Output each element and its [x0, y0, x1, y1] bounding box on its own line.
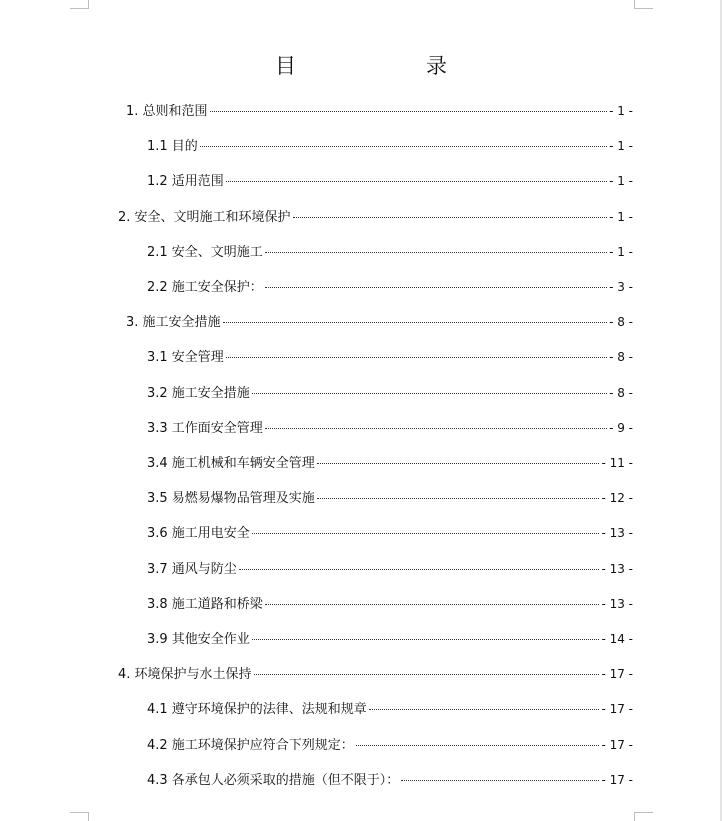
- toc-page-number: - 13 -: [601, 596, 633, 611]
- page-corner-mark: [634, 0, 653, 9]
- toc-entry-label: 4.2 施工环境保护应符合下列规定：: [147, 737, 354, 753]
- toc-page-number: - 17 -: [601, 667, 633, 682]
- toc-entry[interactable]: [147, 770, 633, 790]
- toc-dot-leader: [265, 252, 607, 253]
- toc-page-number: - 14 -: [601, 632, 633, 646]
- toc-entry-label: 3.6 施工用电安全: [147, 526, 250, 542]
- page-corner-mark: [70, 0, 89, 9]
- toc-title: [0, 50, 722, 80]
- toc-page-number: - 8 -: [609, 315, 633, 330]
- toc-entry[interactable]: [147, 136, 633, 156]
- toc-entry-label: 4.1 遵守环境保护的法律、法规和规章: [147, 702, 367, 718]
- toc-page-number: - 1 -: [609, 139, 633, 154]
- toc-dot-leader: [401, 780, 599, 781]
- toc-dot-leader: [254, 674, 600, 675]
- toc-entry-label: 4. 环境保护与水土保持: [118, 667, 252, 683]
- toc-entry[interactable]: [147, 699, 633, 719]
- toc-page-number: - 8 -: [609, 385, 633, 400]
- toc-entry-label: 3.5 易燃易爆物品管理及实施: [147, 491, 315, 507]
- toc-entry[interactable]: [147, 594, 633, 614]
- toc-title-char: 录: [426, 54, 447, 78]
- toc-dot-leader: [356, 745, 600, 746]
- toc-dot-leader: [317, 463, 600, 464]
- toc-dot-leader: [252, 533, 600, 534]
- toc-dot-leader: [239, 569, 600, 570]
- toc-entry-label: 3.3 工作面安全管理: [147, 420, 263, 436]
- toc-entry-label: 3. 施工安全措施: [126, 315, 221, 331]
- toc-entry-label: 3.2 施工安全措施: [147, 385, 250, 401]
- toc-page-number: - 1 -: [609, 174, 633, 189]
- toc-page-number: - 17 -: [601, 737, 633, 752]
- toc-entry-label: 4.3 各承包人必须采取的措施（但不限于）：: [147, 772, 400, 788]
- toc-entry-label: 3.8 施工道路和桥梁: [147, 596, 263, 612]
- toc-title-char: 目: [275, 54, 296, 78]
- toc-entry[interactable]: [147, 347, 633, 367]
- toc-dot-leader: [265, 428, 607, 429]
- toc-entry[interactable]: [126, 101, 633, 121]
- toc-entry[interactable]: [147, 735, 633, 755]
- toc-entry-label: 3.4 施工机械和车辆安全管理: [147, 456, 315, 471]
- toc-entry-label: 2. 安全、文明施工和环境保护: [118, 209, 291, 225]
- toc-entry-label: 2.1 安全、文明施工: [147, 244, 263, 260]
- toc-page-number: - 1 -: [609, 104, 633, 118]
- toc-dot-leader: [265, 287, 607, 288]
- toc-entry-label: 1. 总则和范围: [126, 104, 208, 119]
- toc-entry[interactable]: [147, 418, 633, 438]
- toc-entry[interactable]: [118, 664, 633, 684]
- toc-page-number: - 13 -: [601, 526, 633, 541]
- toc-dot-leader: [265, 604, 600, 605]
- toc-entry-label: 1.2 适用范围: [147, 174, 224, 190]
- toc-page-number: - 1 -: [609, 244, 633, 259]
- toc-entry-label: 1.1 目的: [147, 139, 198, 155]
- toc-entry[interactable]: [126, 312, 633, 332]
- toc-entry[interactable]: [118, 207, 633, 227]
- toc-page-number: - 3 -: [609, 280, 633, 294]
- toc-entry[interactable]: [147, 559, 633, 579]
- toc-entry-label: 3.1 安全管理: [147, 350, 224, 366]
- toc-dot-leader: [200, 146, 607, 147]
- page-corner-mark: [70, 812, 89, 821]
- toc-page-number: - 9 -: [609, 420, 633, 435]
- toc-entry-label: 2.2 施工安全保护：: [147, 280, 263, 295]
- toc-entry[interactable]: [147, 277, 633, 297]
- toc-entry[interactable]: [147, 242, 633, 262]
- toc-page-number: - 8 -: [609, 350, 633, 365]
- toc-dot-leader: [293, 217, 608, 218]
- toc-page-number: - 13 -: [601, 561, 633, 576]
- toc-page-number: - 17 -: [601, 772, 633, 787]
- toc-dot-leader: [252, 393, 607, 394]
- toc-dot-leader: [252, 639, 600, 640]
- toc-entry[interactable]: [147, 383, 633, 403]
- toc-dot-leader: [210, 111, 608, 112]
- toc-entry[interactable]: [147, 171, 633, 191]
- toc-dot-leader: [226, 181, 607, 182]
- toc-entry[interactable]: [147, 629, 633, 649]
- toc-page-number: - 17 -: [601, 702, 633, 717]
- toc-entry[interactable]: [147, 488, 633, 508]
- toc-dot-leader: [223, 322, 608, 323]
- toc-entry[interactable]: [147, 453, 633, 473]
- toc-entry[interactable]: [147, 523, 633, 543]
- toc-entry-label: 3.7 通风与防尘: [147, 561, 237, 577]
- toc-entry-label: 3.9 其他安全作业: [147, 632, 250, 647]
- toc-dot-leader: [317, 498, 600, 499]
- toc-page-number: - 12 -: [601, 491, 633, 506]
- toc-dot-leader: [226, 357, 607, 358]
- page-corner-mark: [634, 812, 653, 821]
- toc-page-number: - 1 -: [609, 209, 633, 224]
- toc-page-number: - 11 -: [601, 456, 633, 470]
- toc-dot-leader: [369, 709, 600, 710]
